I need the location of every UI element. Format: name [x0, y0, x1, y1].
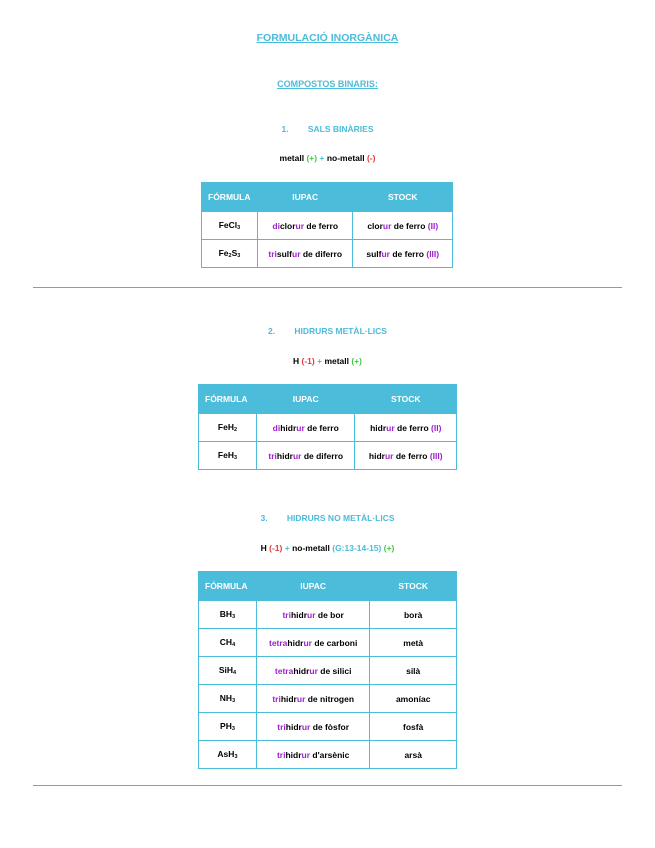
- formula-plus: +: [317, 356, 323, 366]
- table-row: [199, 442, 457, 470]
- cell-stock: fosfà: [370, 713, 457, 741]
- formula-charge: (+): [306, 153, 318, 163]
- page-subtitle: COMPOSTOS BINARIS:: [277, 79, 378, 89]
- cell-stock: arsà: [370, 741, 457, 769]
- col-header-stock: STOCK: [370, 572, 457, 601]
- section-2-heading: [0, 326, 655, 336]
- formula-term: H: [260, 543, 267, 553]
- table-row: [202, 240, 453, 268]
- col-header-formula: FÓRMULA: [199, 385, 257, 414]
- section-3-heading: [0, 513, 655, 523]
- section-number: 2.: [268, 326, 276, 336]
- col-header-iupac: IUPAC: [256, 385, 355, 414]
- cell-formula: $CH_4$: [199, 629, 257, 657]
- col-header-stock: STOCK: [353, 183, 453, 212]
- cell-stock: metà: [370, 629, 457, 657]
- formula-plus: +: [284, 543, 290, 553]
- table-row: [199, 601, 457, 629]
- cell-formula: $PH_3$: [199, 713, 257, 741]
- table-row: [202, 212, 453, 240]
- formula-plus: +: [319, 153, 325, 163]
- cell-iupac: trisulfur de diferro: [257, 240, 353, 268]
- table-row: [199, 629, 457, 657]
- section-1-formula: [0, 153, 655, 163]
- formula-term: no-metall: [326, 153, 365, 163]
- formula-term: metall: [324, 356, 350, 366]
- table-row: [199, 741, 457, 769]
- cell-stock: hidrur de ferro (II): [355, 414, 457, 442]
- cell-formula: $NH_3$: [199, 685, 257, 713]
- cell-iupac: tetrahidrur de silici: [256, 657, 369, 685]
- cell-stock: clorur de ferro (II): [353, 212, 453, 240]
- cell-iupac: dihidrur de ferro: [256, 414, 355, 442]
- divider: [33, 287, 622, 288]
- cell-iupac: diclorur de ferro: [257, 212, 353, 240]
- cell-iupac: trihidrur de bor: [256, 601, 369, 629]
- formula-charge: (-1): [301, 356, 315, 366]
- divider: [33, 785, 622, 786]
- section-3-formula: [0, 543, 655, 553]
- cell-iupac: trihidrur d'arsènic: [256, 741, 369, 769]
- page-title: FORMULACIÓ INORGÀNICA: [256, 32, 399, 44]
- table-row: [199, 414, 457, 442]
- cell-formula: AsH$_3$: [199, 741, 257, 769]
- section-number: 1.: [281, 124, 289, 134]
- cell-iupac: tetrahidrur de carboni: [256, 629, 369, 657]
- cell-stock: hidrur de ferro (III): [355, 442, 457, 470]
- table-header-row: [199, 385, 457, 414]
- cell-stock: amoníac: [370, 685, 457, 713]
- cell-formula: FeH$_2$: [199, 414, 257, 442]
- col-header-iupac: IUPAC: [257, 183, 353, 212]
- section-number: 3.: [260, 513, 268, 523]
- formula-term: no-metall: [292, 543, 330, 553]
- section-2-formula: [0, 356, 655, 366]
- formula-charge: (-): [366, 153, 376, 163]
- formula-charge: (+): [351, 356, 363, 366]
- formula-charge: (-1): [269, 543, 283, 553]
- table-hidrurs-no-metallics: [198, 571, 457, 769]
- formula-group: (G:13-14-15): [332, 543, 382, 553]
- formula-term: H: [292, 356, 300, 366]
- section-title: SALS BINÀRIES: [307, 124, 374, 134]
- table-hidrurs-metallics: [198, 384, 457, 470]
- cell-formula: SiH$_4$: [199, 657, 257, 685]
- cell-formula: $Fe_2S_3$: [202, 240, 258, 268]
- table-row: [199, 713, 457, 741]
- formula-charge: (+): [383, 543, 395, 553]
- section-title: HIDRURS NO METÀL·LICS: [286, 513, 395, 523]
- section-1-heading: [0, 124, 655, 134]
- table-row: [199, 657, 457, 685]
- col-header-iupac: IUPAC: [256, 572, 369, 601]
- col-header-formula: FÓRMULA: [199, 572, 257, 601]
- table-sals-binaries: [201, 182, 453, 268]
- col-header-stock: STOCK: [355, 385, 457, 414]
- cell-iupac: trihidrur de fòsfor: [256, 713, 369, 741]
- table-header-row: [199, 572, 457, 601]
- cell-iupac: trihidrur de diferro: [256, 442, 355, 470]
- cell-formula: $BH_3$: [199, 601, 257, 629]
- table-header-row: [202, 183, 453, 212]
- cell-stock: sulfur de ferro (III): [353, 240, 453, 268]
- cell-formula: FeH$_3$: [199, 442, 257, 470]
- cell-stock: silà: [370, 657, 457, 685]
- cell-formula: FeCl$_3$: [202, 212, 258, 240]
- cell-stock: borà: [370, 601, 457, 629]
- col-header-formula: FÓRMULA: [202, 183, 258, 212]
- cell-iupac: trihidrur de nitrogen: [256, 685, 369, 713]
- table-row: [199, 685, 457, 713]
- section-title: HIDRURS METÀL·LICS: [294, 326, 387, 336]
- formula-term: metall: [279, 153, 305, 163]
